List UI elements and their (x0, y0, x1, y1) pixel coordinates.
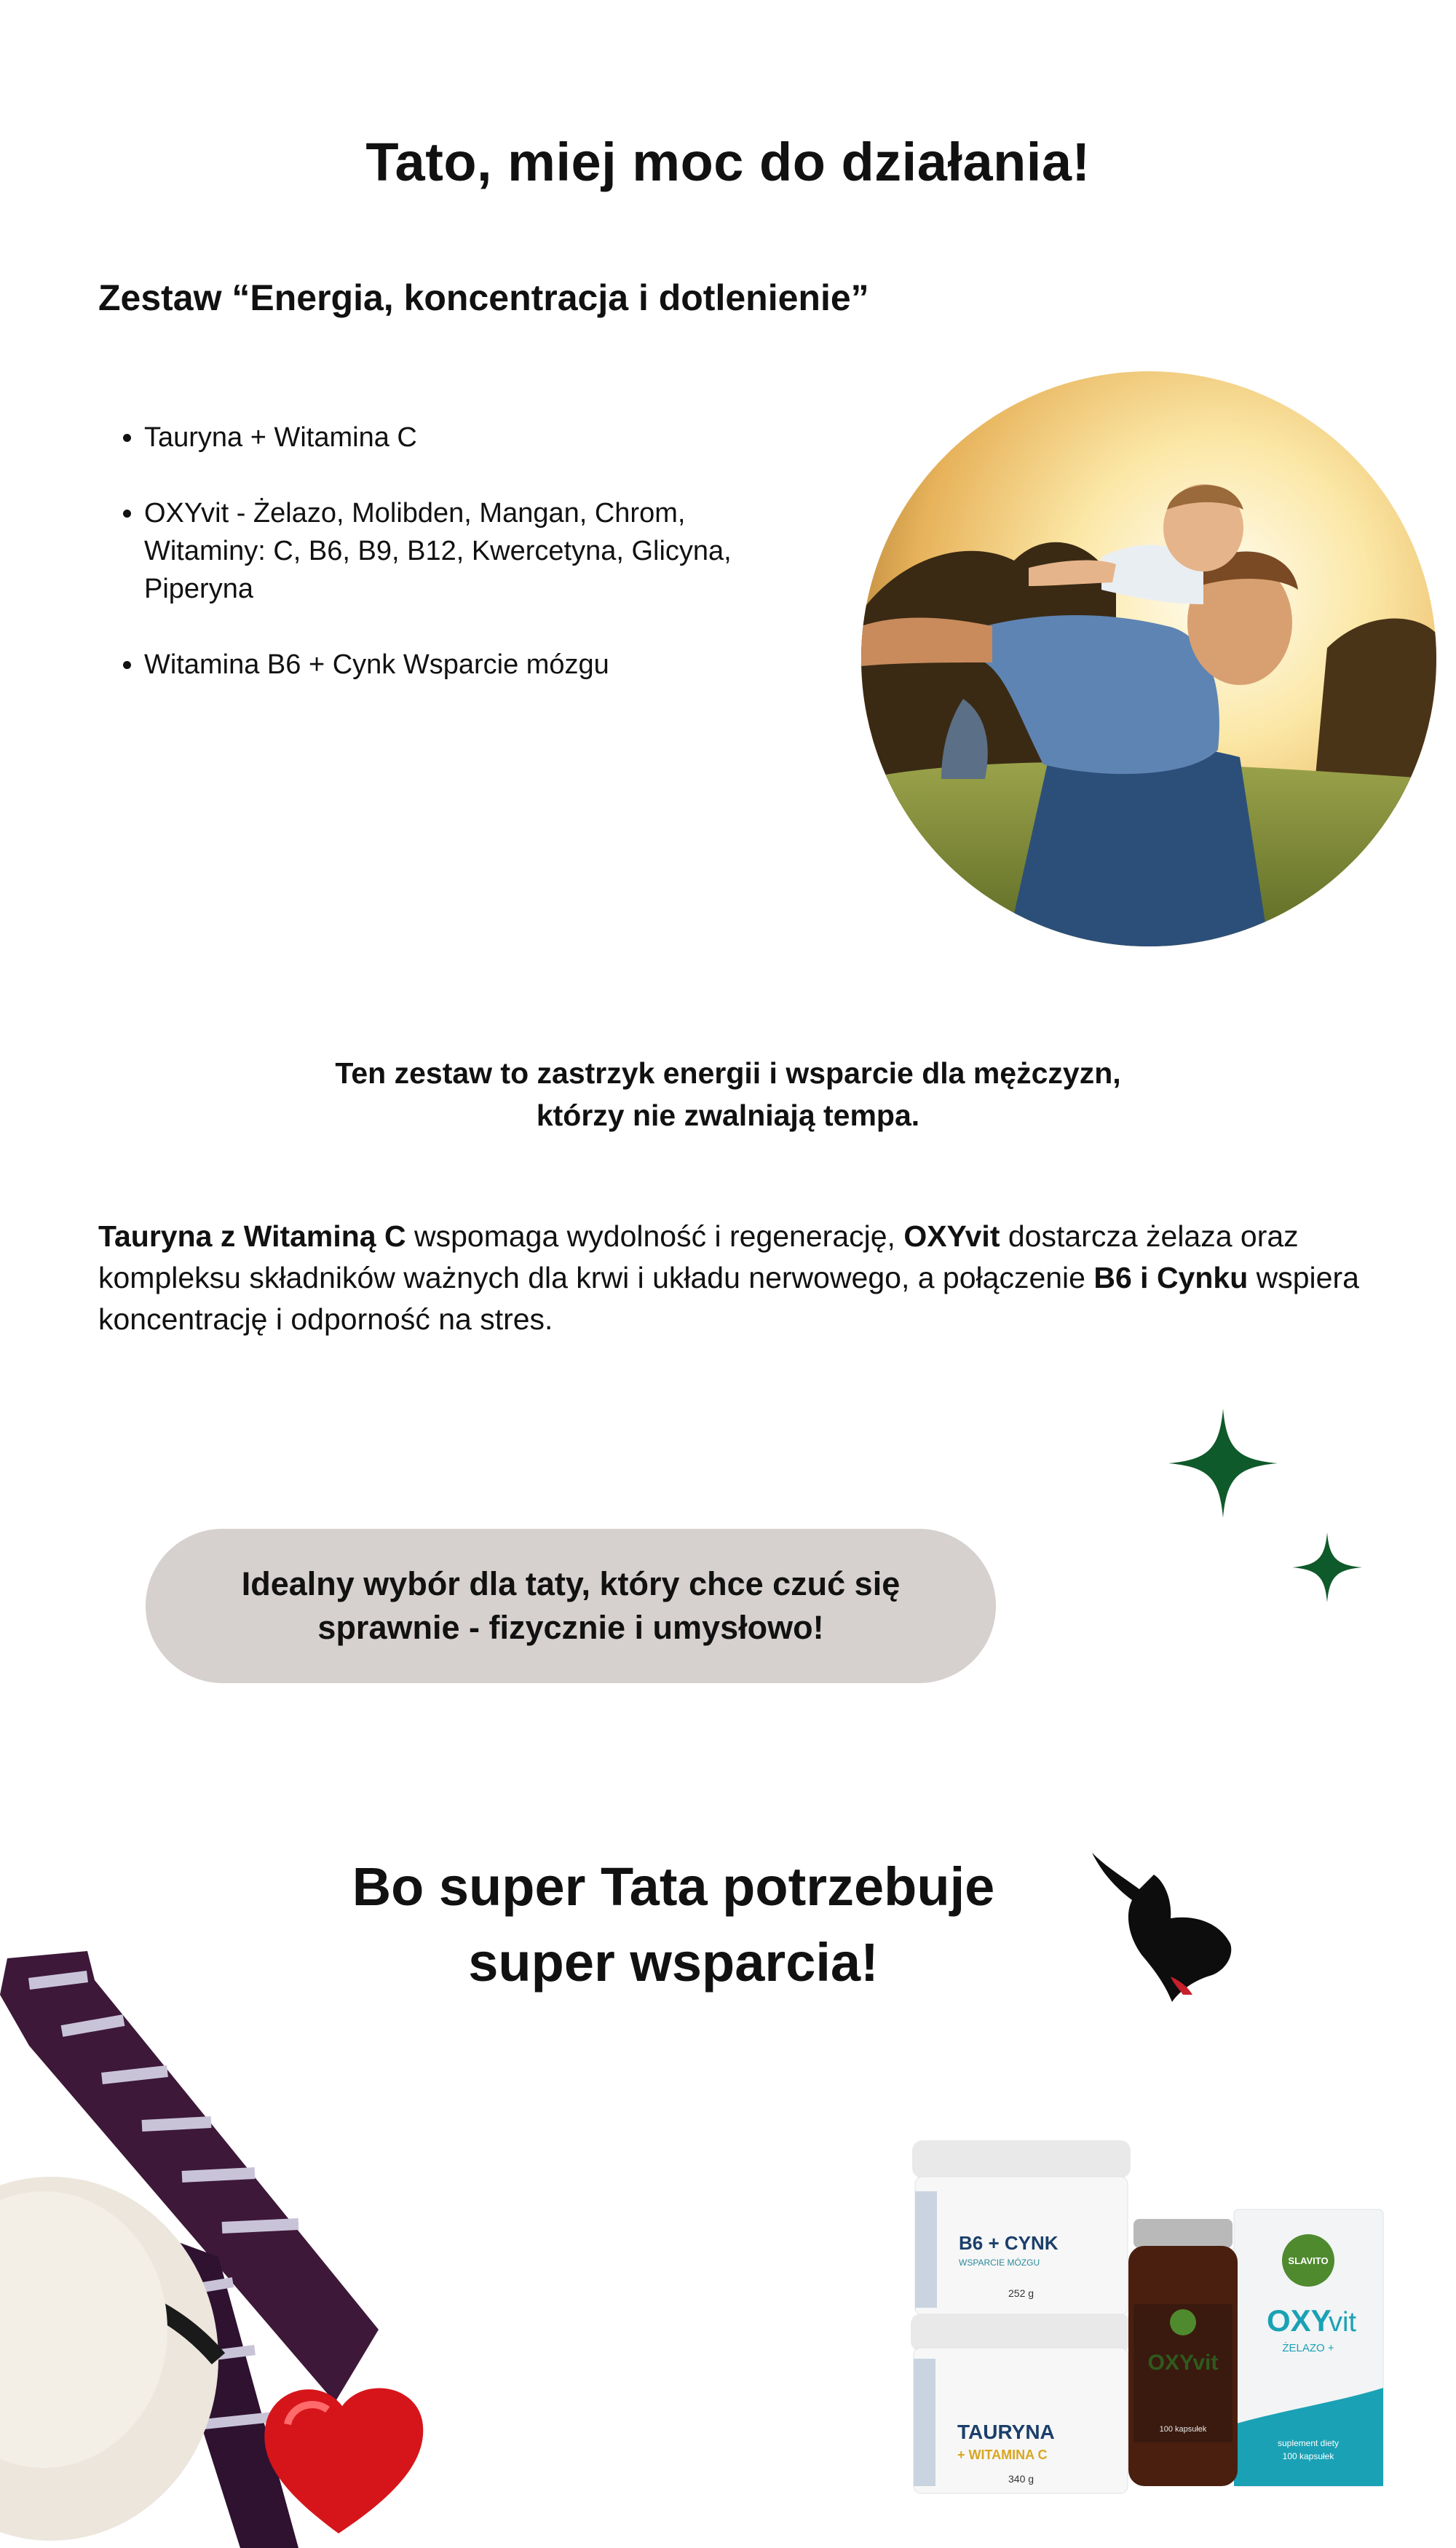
bottle-label: OXYvit (1147, 2351, 1219, 2375)
list-item: • OXYvit - Żelazo, Molibden, Mangan, Chrom, Witaminy: C, B6, B9, B12, Kwercetyna, Glicyna, Piperyna (144, 494, 756, 608)
intro-heading (0, 1052, 1456, 1136)
oxyvit-bottle (1128, 2219, 1238, 2486)
b6-zinc-jar (912, 2140, 1131, 2315)
recommendation-badge (146, 1529, 996, 1683)
page-title: Tato, miej moc do działania! (365, 131, 1091, 192)
straw-hat-icon (0, 2177, 218, 2541)
description-text: dostarcza żelaza oraz kompleksu składników ważnych dla krwi i układu nerwowego, a połączenie (98, 1219, 1299, 1294)
box-bottom-text: suplement diety (1277, 2438, 1340, 2448)
oxyvit-box (1234, 2209, 1383, 2486)
taurine-jar (911, 2314, 1131, 2493)
bottle-capsules: 100 kapsułek (1159, 2425, 1207, 2434)
box-name-a: OXY (1267, 2303, 1332, 2338)
list-item: • Witamina B6 + Cynk Wsparcie mózgu (144, 646, 799, 684)
jar-weight: 340 g (1008, 2473, 1034, 2485)
fathers-day-accessories (0, 1951, 480, 2548)
description-paragraph (98, 1216, 1380, 1340)
father-son-photo (861, 371, 1436, 946)
box-bottom-text: 100 kapsułek (1282, 2451, 1334, 2461)
box-sublabel: ŻELAZO + (1282, 2342, 1334, 2354)
description-text: wspiera koncentrację i odporność na stres. (98, 1261, 1359, 1336)
list-item: • Tauryna + Witamina C (144, 419, 799, 456)
highlight-oxyvit: OXYvit (903, 1219, 1000, 1253)
recommendation-text: Idealny wybór dla taty, który chce czuć się sprawnie - fizycznie i umysłowo! (241, 1565, 901, 1646)
set-title: Zestaw “Energia, koncentracja i dotlenienie” (98, 277, 869, 318)
product-set (899, 2140, 1401, 2548)
intro-line: którzy nie zwalniają tempa. (536, 1099, 920, 1132)
father-son-illustration (861, 371, 1436, 946)
jar-sublabel: + WITAMINA C (957, 2448, 1048, 2462)
superhero-dog-icon (1085, 1845, 1238, 2002)
closing-line: Bo super Tata potrzebuje (352, 1856, 995, 1917)
box-name-b: vit (1329, 2307, 1356, 2338)
closing-line: super wsparcia! (468, 1932, 879, 1993)
description-text: wspomaga wydolność i regenerację, (405, 1219, 904, 1253)
sparkle-icon (1168, 1409, 1278, 1518)
brand-logo: SLAVITO (1288, 2255, 1329, 2266)
intro-line: Ten zestaw to zastrzyk energii i wsparcie dla mężczyzn, (335, 1056, 1121, 1090)
ingredient-list (109, 419, 799, 721)
jar-sublabel: WSPARCIE MÓZGU (959, 2258, 1040, 2268)
highlight-taurine: Tauryna z Witaminą C (98, 1219, 406, 1253)
sparkle-icon (1292, 1532, 1362, 1602)
highlight-b6-zinc: B6 i Cynku (1093, 1261, 1249, 1294)
jar-label: B6 + CYNK (959, 2232, 1059, 2254)
jar-label: TAURYNA (957, 2421, 1055, 2443)
jar-weight: 252 g (1008, 2287, 1034, 2299)
